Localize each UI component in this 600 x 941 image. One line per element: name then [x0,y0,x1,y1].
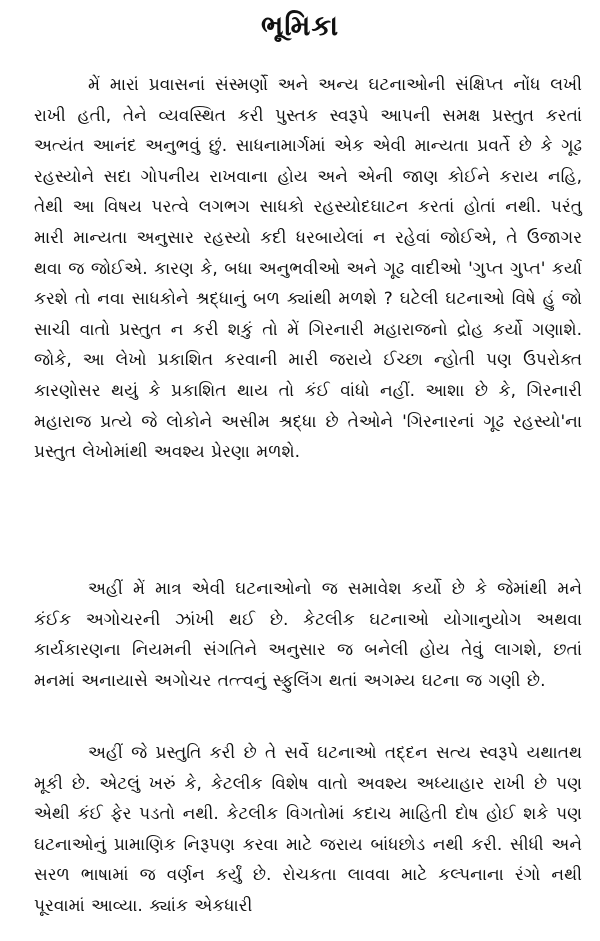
paragraph-text: અહીં જે પ્રસ્તુતિ કરી છે તે સર્વે ઘટનાઓ તદ્દન સત્ય સ્વરૂપે યથાતથ મૂકી છે. એટલું ખરું કે, કેટલીક વિશેષ વાતો અવશ્ય અધ્યાહાર રાખી છે પણ એથી કંઈ ફેર પડતો નથી. કેટલીક વિગતોમાં કદાચ માહિતી દોષ હોઈ શકે પણ ઘટનાઓનું પ્રામાણિક નિરૂપણ કરવા માટે જરાય બાંધછોડ નથી કરી. સીધી અને સરળ ભાષામાં જ વર્ણન કર્યું છે. રોચકતા લાવવા માટે કલ્પનાના રંગો નથી પૂરવામાં આવ્યા. ક્યાંક એકધારી [34,743,582,916]
paragraph-text: અહીં મેં માત્ર એવી ઘટનાઓનો જ સમાવેશ કર્યો છે કે જેમાંથી મને કંઈક અગોચરની ઝાંખી થઈ છે. કેટલીક ઘટનાઓ યોગાનુયોગ અથવા કાર્યકારણના નિયમની સંગતિને અનુસાર જ બનેલી હોય તેવું લાગશે, છતાં મનમાં અનાયાસે અગોચર તત્ત્વનું સ્ફુલિંગ થતાં અગમ્ય ઘટના જ ગણી છે. [34,579,582,691]
paragraph-text: મેં મારાં પ્રવાસનાં સંસ્મર્ણો અને અન્ય ઘટનાઓની સંક્ષિપ્ત નોંધ લખી રાખી હતી, તેને વ્યવસ્થિત કરી પુસ્તક સ્વરૂપે આપની સમક્ષ પ્રસ્તુત કરતાં અત્યંત આનંદ અનુભવું છું. સાધનામાર્ગમાં એક એવી માન્યતા પ્રવર્તે છે કે ગૂઢ રહસ્યોને સદા ગોપનીય રાખવાના હોય અને એની જાણ કોઈને કરાય નહિ, તેથી આ વિષય પરત્વે લગભગ સાધકો રહસ્યોદઘાટન કરતાં હોતાં નથી. પરંતુ મારી માન્યતા અનુસાર રહસ્યો કદી ધરબાયેલાં ન રહેવાં જોઈએ, તે ઉજાગર થવા જ જોઈએ. કારણ કે, બધા અનુભવીઓ અને ગૂઢ વાદીઓ 'ગુપ્ત ગુપ્ત' કર્યા કરશે તો નવા સાધકોને શ્રદ્ધાનું બળ ક્યાંથી મળશે ? ઘટેલી ઘટનાઓ વિષે હું જો સાચી વાતો પ્રસ્તુત ન કરી શકું તો મેં ગિરનારી મહારાજનો દ્રોહ કર્યો ગણાશે. જોકે, આ લેખો પ્રકાશિત કરવાની મારી જરાયે ઈચ્છા ન્હોતી પણ ઉપરોક્ત કારણોસર થયું કે પ્રકાશિત થાય તો કંઈ વાંધો નહીં. આશા છે કે, ગિરનારી મહારાજ પ્રત્યે જે લોકોને અસીમ શ્રદ્ધા છે તેઓને 'ગિરનારનાં ગૂઢ રહસ્યો'ના પ્રસ્તુત લેખોમાંથી અવશ્ય પ્રેરણા મળશે. [34,75,582,463]
paragraph-2 [34,574,582,696]
paragraph-1 [34,70,582,468]
paragraph-3 [34,738,582,922]
page-title: ભૂમિકા [260,9,340,42]
